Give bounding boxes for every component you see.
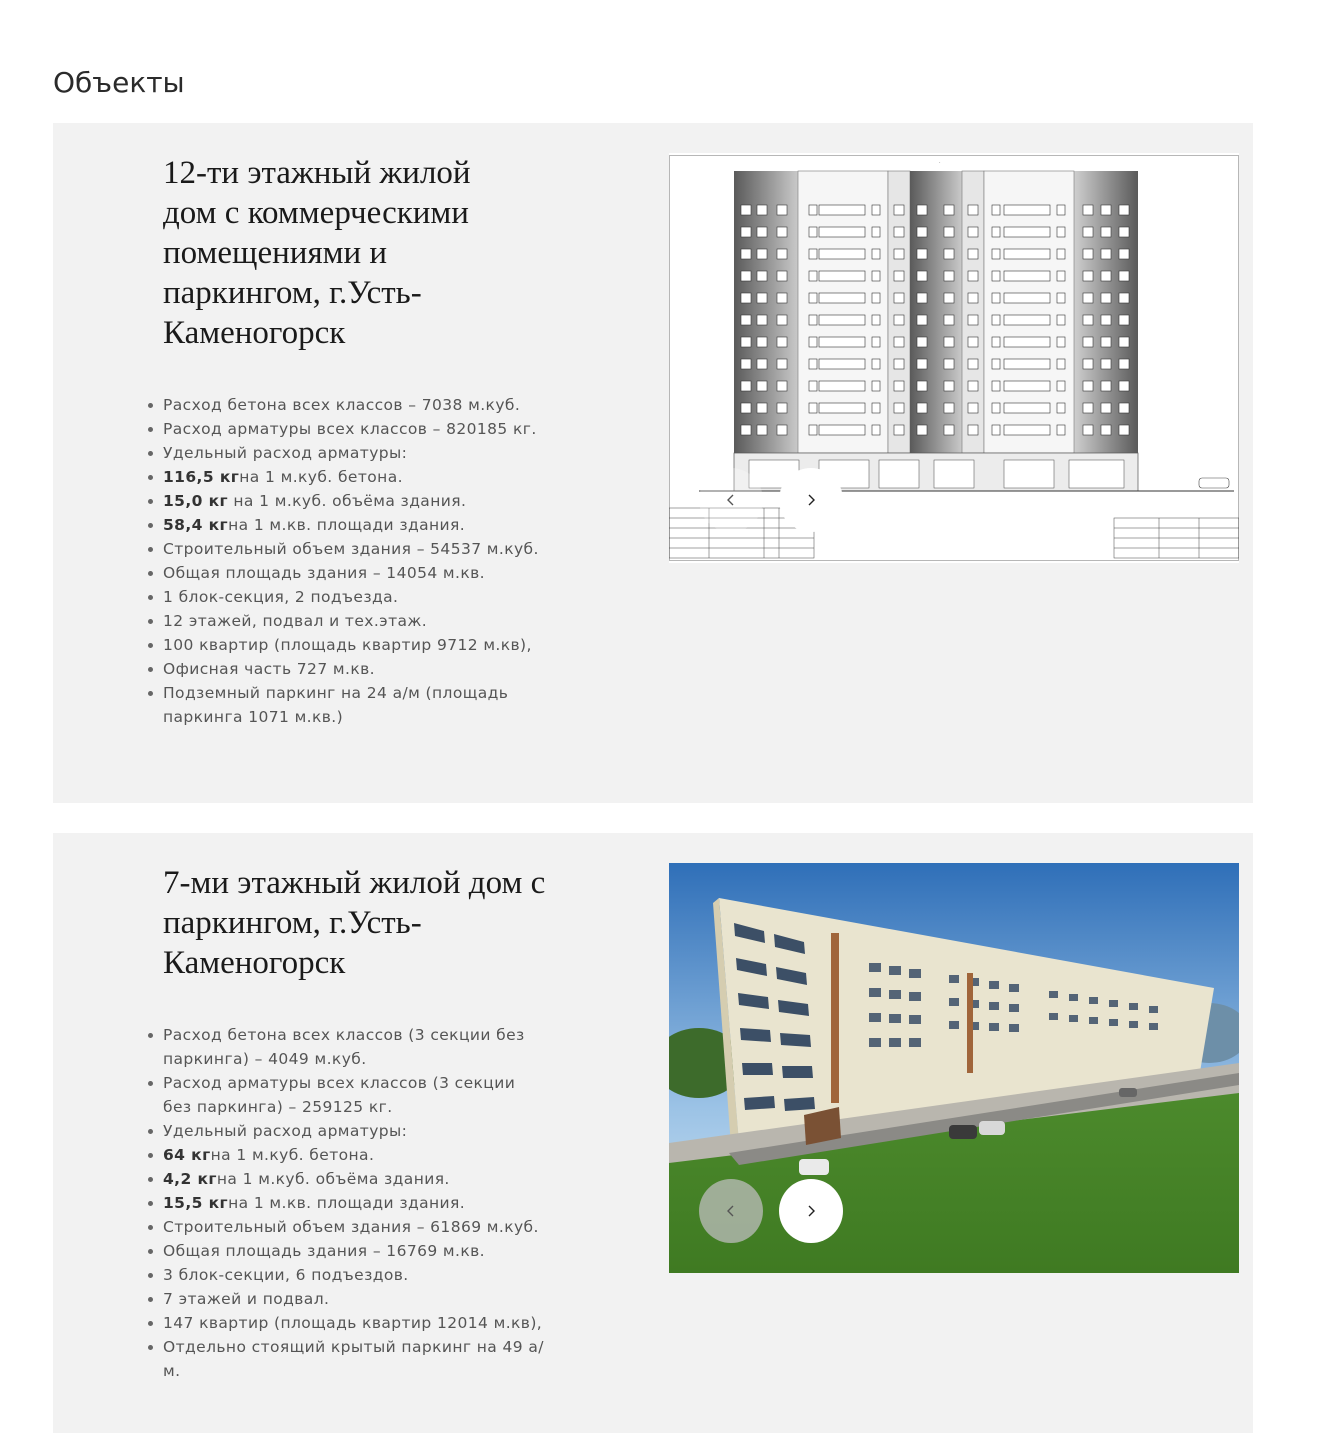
spec-value-bold: 116,5 кг (163, 468, 240, 486)
spec-text: Расход бетона всех классов – 7038 м.куб. (163, 396, 521, 414)
slider-next-button[interactable] (779, 468, 843, 532)
spec-text: на 1 м.куб. бетона. (239, 468, 403, 486)
spec-value-bold: 64 кг (163, 1146, 211, 1164)
spec-text: 7 этажей и подвал. (163, 1290, 330, 1308)
page-title: Объекты (53, 66, 185, 99)
spec-item (163, 1023, 548, 1071)
spec-item (163, 561, 548, 585)
spec-item (163, 537, 548, 561)
spec-item (163, 1143, 548, 1167)
spec-item (163, 1167, 548, 1191)
spec-text: на 1 м.кв. площади здания. (228, 1194, 466, 1212)
spec-item (163, 585, 548, 609)
spec-text: на 1 м.куб. объёма здания. (216, 1170, 450, 1188)
spec-text: 1 блок-секция, 2 подъезда. (163, 588, 399, 606)
slider-prev-button[interactable] (699, 468, 763, 532)
spec-item (163, 513, 548, 537)
spec-value-bold: 58,4 кг (163, 516, 229, 534)
spec-item (163, 1263, 548, 1287)
spec-text: Подземный паркинг на 24 а/м (площадь паркинга 1071 м.кв.) (163, 684, 509, 726)
spec-item (163, 1119, 548, 1143)
slider-prev-button[interactable] (699, 1179, 763, 1243)
spec-item (163, 1311, 548, 1335)
spec-text: Расход арматуры всех классов (3 секции без паркинга) – 259125 кг. (163, 1074, 516, 1116)
chevron-left-icon (724, 1204, 738, 1218)
spec-text: Отдельно стоящий крытый паркинг на 49 а/м. (163, 1338, 544, 1380)
spec-item (163, 609, 548, 633)
chevron-right-icon (804, 493, 818, 507)
spec-text: 3 блок-секции, 6 подъездов. (163, 1266, 409, 1284)
image-slider[interactable] (669, 863, 1239, 1273)
spec-text: Строительный объем здания – 61869 м.куб. (163, 1218, 539, 1236)
object-title: 7-ми этажный жилой дом с паркингом, г.Усть-Каменогорск (163, 865, 546, 981)
spec-list (163, 1023, 548, 1383)
spec-text: 100 квартир (площадь квартир 9712 м.кв), (163, 636, 532, 654)
object-card (53, 123, 1253, 803)
spec-value-bold: 15,5 кг (163, 1194, 229, 1212)
spec-text: 147 квартир (площадь квартир 12014 м.кв), (163, 1314, 543, 1332)
spec-item (163, 417, 548, 441)
spec-item (163, 1287, 548, 1311)
svg-text:.: . (939, 159, 941, 165)
spec-text: на 1 м.куб. бетона. (210, 1146, 375, 1164)
slider-next-button[interactable] (779, 1179, 843, 1243)
spec-item (163, 681, 548, 729)
spec-text: Строительный объем здания – 54537 м.куб. (163, 540, 539, 558)
chevron-right-icon (804, 1204, 818, 1218)
spec-text: Удельный расход арматуры: (163, 1122, 408, 1140)
spec-item (163, 1335, 548, 1383)
spec-text: Офисная часть 727 м.кв. (163, 660, 375, 678)
spec-item (163, 489, 548, 513)
spec-value-bold: 15,0 кг (163, 492, 229, 510)
spec-item (163, 393, 548, 417)
spec-text: Удельный расход арматуры: (163, 444, 408, 462)
spec-text: Общая площадь здания – 14054 м.кв. (163, 564, 485, 582)
spec-item (163, 441, 548, 465)
spec-item (163, 633, 548, 657)
spec-text: Расход бетона всех классов (3 секции без паркинга) – 4049 м.куб. (163, 1026, 525, 1068)
spec-item (163, 1191, 548, 1215)
spec-text: на 1 м.кв. площади здания. (228, 516, 466, 534)
spec-value-bold: 4,2 кг (163, 1170, 217, 1188)
spec-item (163, 657, 548, 681)
image-slider[interactable] (669, 153, 1239, 563)
spec-item (163, 1071, 548, 1119)
spec-text: Расход арматуры всех классов – 820185 кг. (163, 420, 537, 438)
spec-item (163, 465, 548, 489)
spec-text: Общая площадь здания – 16769 м.кв. (163, 1242, 485, 1260)
spec-item (163, 1239, 548, 1263)
object-title: 12-ти этажный жилой дом с коммерческими помещениями и паркингом, г.Усть-Каменогорск (163, 155, 471, 351)
spec-text: 12 этажей, подвал и тех.этаж. (163, 612, 428, 630)
object-card (53, 833, 1253, 1433)
spec-list (163, 393, 548, 729)
spec-item (163, 1215, 548, 1239)
spec-text: на 1 м.куб. объёма здания. (228, 492, 467, 510)
chevron-left-icon (724, 493, 738, 507)
